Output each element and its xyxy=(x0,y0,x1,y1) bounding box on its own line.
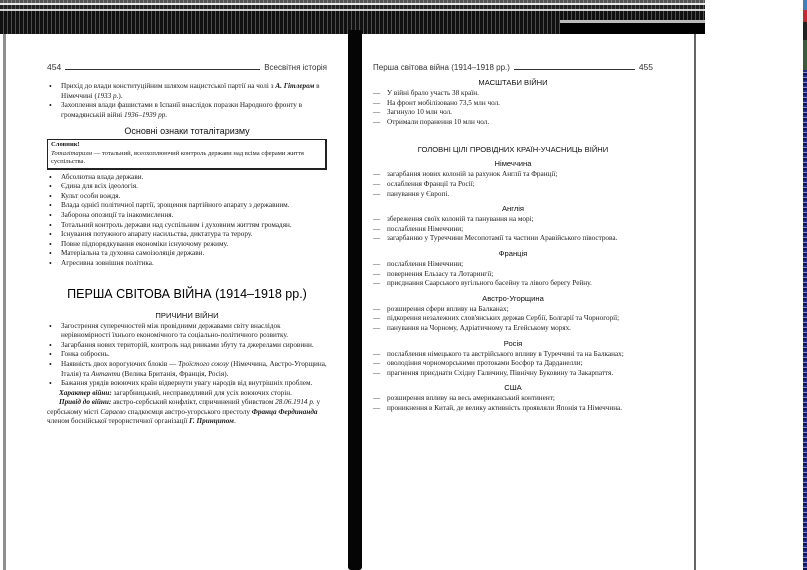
country-goals-usa xyxy=(373,383,653,413)
glossary-box xyxy=(47,139,327,169)
list-item: • Абсолютна влада держави. xyxy=(47,173,327,183)
list-item: • Агресивна зовнішня політика. xyxy=(47,259,327,269)
list-item: — проникнення в Китай, де велику активність проявляли Японія та Німеччина. xyxy=(373,404,653,414)
list-item: • Влада однієї політичної партії, зрощення партійного апарату з державним. xyxy=(47,201,327,211)
page-edge-left xyxy=(3,34,6,570)
list-item: — повернення Ельзасу та Лотарингії; xyxy=(373,270,653,280)
scan-dark-band-right xyxy=(560,20,705,34)
list-item: — прагнення приєднати Східну Галичину, Північну Буковину та Закарпаття. xyxy=(373,369,653,379)
country-goals-austria-hungary xyxy=(373,294,653,334)
list-item: — панування на Чорному, Адріатичному та Егейському морях. xyxy=(373,324,653,334)
running-title-right: Перша світова війна (1914–1918 рр.) xyxy=(373,63,510,72)
war-pretext-paragraph: Привід до війни: австро-сербський конфлікт, спричинений убивством 28.06.1914 р. у сербському місті Сараєво спадкоємця австро-угорського престолу Франца Фердинанда членом боснійської терористичної організації Г. Принципом. xyxy=(47,398,321,426)
country-name: Німеччина xyxy=(494,159,532,169)
list-item: • Бажання урядів воюючих країн відвернути увагу народів від внутрішніх проблем. xyxy=(47,379,327,389)
list-item: • Гонка озброєнь. xyxy=(47,350,327,360)
glossary-title: Словник! xyxy=(51,141,80,149)
list-item: — загарбання нових колоній за рахунок Англії та Франції; xyxy=(373,170,653,180)
list-item: — оволодіння чорноморськими протоками Босфор та Дарданелли; xyxy=(373,359,653,369)
list-item: — послаблення німецького та австрійського впливу в Туреччині та на Балканах; xyxy=(373,350,653,360)
header-rule xyxy=(514,69,635,70)
header-rule xyxy=(65,69,260,70)
list-item: • Захоплення влади фашистами в Іспанії внаслідок поразки Народного фронту в громадянській війні 1936–1939 рр. xyxy=(47,101,327,120)
list-item: • Єдина для всіх ідеологія. xyxy=(47,182,327,192)
page-number-right: 455 xyxy=(638,62,653,72)
country-goals-germany xyxy=(373,159,653,199)
goals-list xyxy=(373,350,653,379)
page-number-left: 454 xyxy=(47,62,62,72)
running-head-left xyxy=(47,60,327,72)
list-item: — загарбанню у Туреччини Месопотамії та частини Аравійського півострова. xyxy=(373,234,653,244)
chapter-title-ww1: ПЕРША СВІТОВА ВІЙНА (1914–1918 рр.) xyxy=(67,286,307,301)
section-title-causes: ПРИЧИНИ ВІЙНИ xyxy=(155,310,219,320)
desktop-edge-strip-top xyxy=(803,0,807,70)
list-item: — розширення впливу на весь американський континент; xyxy=(373,394,653,404)
war-character-paragraph: Характер війни: загарбницький, несправедливий для усіх воюючих сторін. xyxy=(59,388,292,397)
list-item: • Повне підпорядкування економіки існуючому режиму. xyxy=(47,240,327,250)
list-item: • Заборона опозиції та інакомислення. xyxy=(47,211,327,221)
list-item: • Існування потужного апарату насильства, диктатура та терору. xyxy=(47,230,327,240)
country-name: США xyxy=(504,383,522,393)
list-item: • Наявність двох ворогуючих блоків — Троїстого союзу (Німеччина, Австро-Угорщина, Італія) та Антанти (Велика Британія, Франція, Росія). xyxy=(47,360,327,379)
scale-list xyxy=(373,89,653,127)
list-item: • Загарбання нових територій, контроль над ринками збуту та джерелами сировини. xyxy=(47,341,327,351)
country-name: Англія xyxy=(501,204,525,214)
goals-list xyxy=(373,260,653,289)
country-name: Росія xyxy=(503,338,523,348)
country-goals-england xyxy=(373,204,653,244)
section-title-scale: МАСШТАБИ ВІЙНИ xyxy=(478,78,548,87)
list-item: — Отримали поранення 10 млн чол. xyxy=(373,118,653,128)
country-name: Франція xyxy=(498,248,528,258)
desktop-edge-strip xyxy=(803,0,807,570)
page-edge-right xyxy=(694,34,696,570)
book-gutter xyxy=(348,30,362,570)
running-title-left: Всесвітня історія xyxy=(264,63,327,72)
goals-list xyxy=(373,170,653,199)
goals-list xyxy=(373,215,653,244)
causes-list xyxy=(47,322,327,389)
list-item: — послаблення Німеччини; xyxy=(373,260,653,270)
goals-list xyxy=(373,305,653,334)
list-item: — послаблення Німеччини; xyxy=(373,225,653,235)
list-item: — приєднання Саарського вугільного басейну та лівого берегу Рейну. xyxy=(373,279,653,289)
list-item: — підкорення незалежних слов'янських держав Сербії, Болгарії та Чорногорії; xyxy=(373,314,653,324)
list-item: • Прихід до влади конституційним шляхом нацистської партії на чолі з А. Гітлером в Німеччині (1933 р.). xyxy=(47,82,327,101)
section-title-totalitarianism: Основні ознаки тоталітаризму xyxy=(124,126,250,137)
goals-list xyxy=(373,394,653,413)
intro-bullet-list xyxy=(47,82,327,120)
totalitarianism-signs-list xyxy=(47,173,327,269)
list-item: — У війні брало участь 38 країн. xyxy=(373,89,653,99)
list-item: — На фронт мобілізовано 73,5 млн чол. xyxy=(373,99,653,109)
section-title-goals: ГОЛОВНІ ЦІЛІ ПРОВІДНИХ КРАЇН-УЧАСНИЦЬ ВІЙНИ xyxy=(417,145,609,155)
list-item: — Загинуло 10 млн чол. xyxy=(373,108,653,118)
list-item: — панування у Європі. xyxy=(373,190,653,200)
country-name: Австро-Угорщина xyxy=(482,293,544,303)
list-item: — розширення сфери впливу на Балканах; xyxy=(373,305,653,315)
glossary-definition: Тоталітаризм — тотальний, всеохоплюючий контроль держави над всіма сферами життя суспільства. xyxy=(51,149,304,166)
right-page xyxy=(373,60,653,413)
country-goals-france xyxy=(373,249,653,289)
left-page xyxy=(47,60,327,427)
list-item: • Матеріальна та духовна самоізоляція держави. xyxy=(47,249,327,259)
list-item: • Культ особи вождя. xyxy=(47,192,327,202)
running-head-right xyxy=(373,60,653,72)
list-item: • Загострення суперечностей між провідними державами світу внаслідок нерівномірності їхнього економічного та соціально-політичного розвитку. xyxy=(47,322,327,341)
list-item: • Тотальний контроль держави над суспільним і духовним життям громадян. xyxy=(47,221,327,231)
list-item: — ослаблення Франції та Росії; xyxy=(373,180,653,190)
country-goals-russia xyxy=(373,339,653,379)
list-item: — збереження своїх колоній та панування на морі; xyxy=(373,215,653,225)
